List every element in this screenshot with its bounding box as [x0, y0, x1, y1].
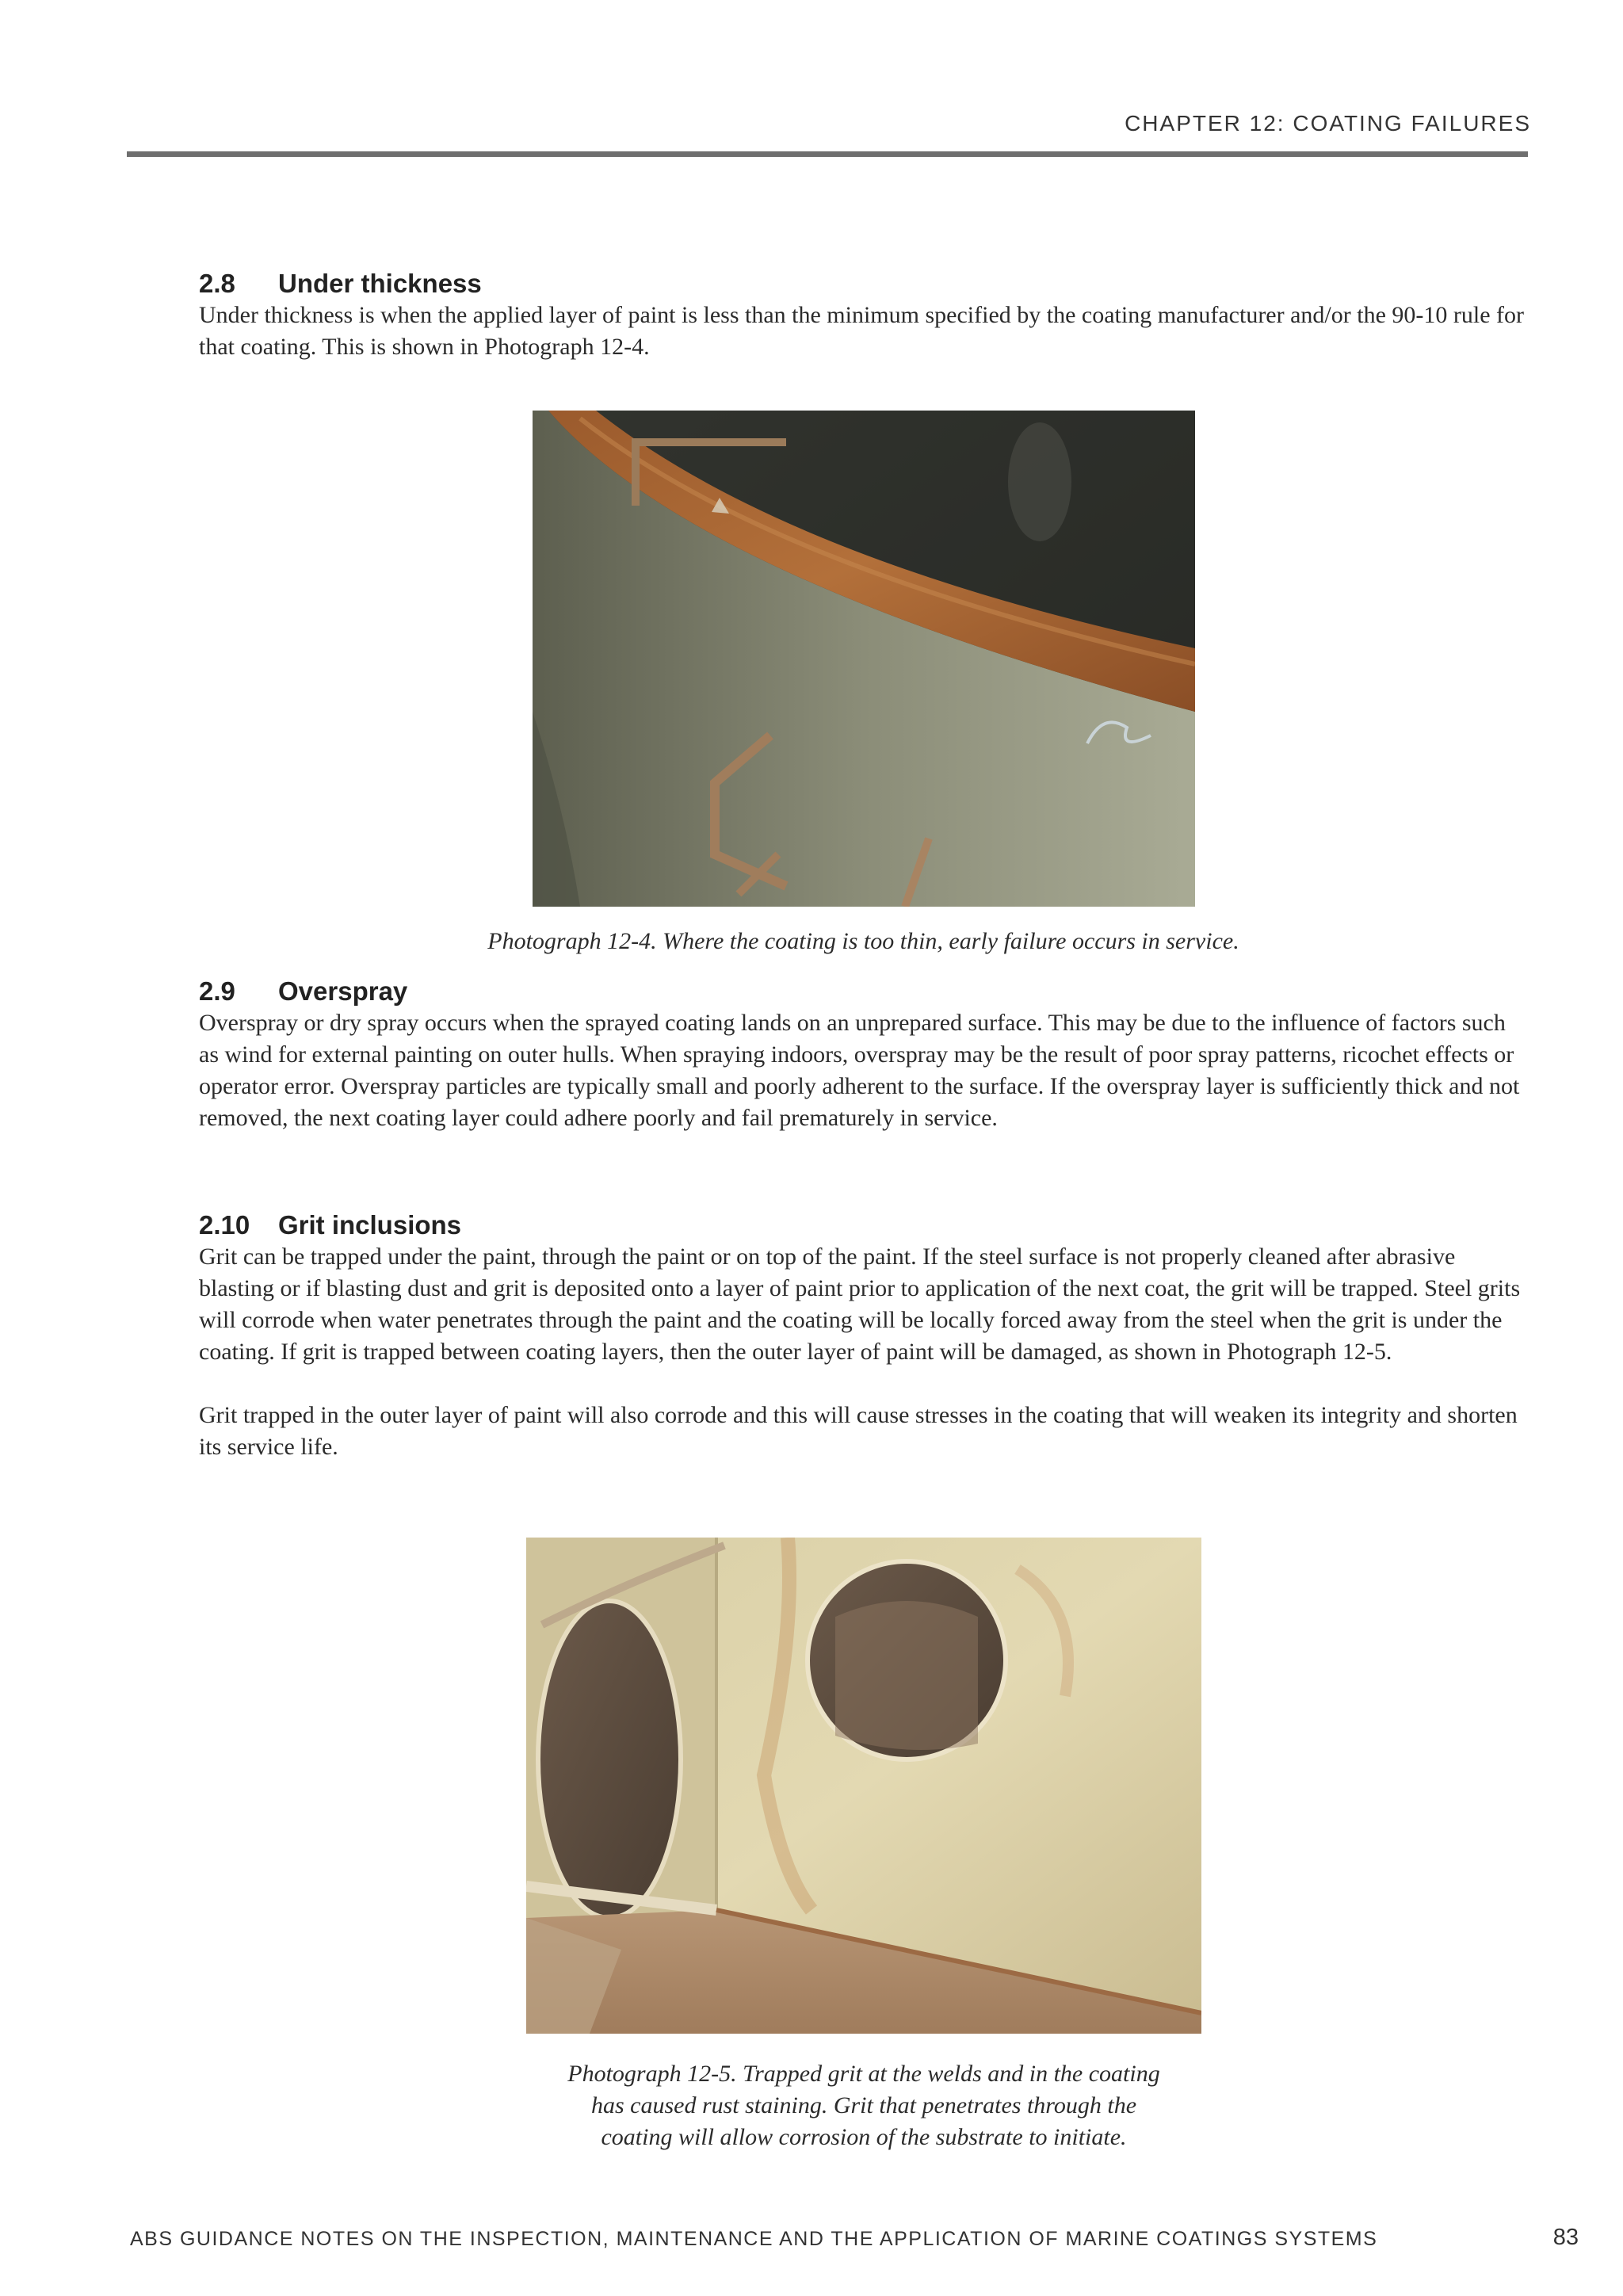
section-heading — [199, 268, 1528, 300]
section-heading — [199, 976, 1528, 1007]
section-number: 2.10 — [199, 1210, 250, 1240]
section-2-8 — [199, 268, 1528, 363]
section-title: Grit inclusions — [278, 1210, 462, 1240]
section-number: 2.9 — [199, 976, 235, 1006]
header-rule — [127, 151, 1528, 157]
page-number: 83 — [1552, 2225, 1579, 2250]
caption-line: has caused rust staining. Grit that penetrates through the — [590, 2092, 1137, 2118]
caption-line: coating will allow corrosion of the substrate to initiate. — [601, 2124, 1127, 2150]
photograph-12-4 — [533, 411, 1195, 907]
running-header: CHAPTER 12: COATING FAILURES — [1125, 111, 1531, 136]
section-2-9 — [199, 976, 1528, 1134]
tank-grit-photo-illustration — [526, 1538, 1201, 2034]
photograph-12-5 — [526, 1538, 1201, 2034]
section-heading — [199, 1209, 1528, 1241]
tank-rust-photo-illustration — [533, 411, 1195, 907]
paragraph: Under thickness is when the applied layer of paint is less than the minimum specified by the coating manufacturer and/or the 90-10 rule for that coating. This is shown in Photograph 12-4. — [199, 302, 1525, 360]
section-title: Overspray — [278, 976, 408, 1006]
caption-line: Photograph 12-5. Trapped grit at the welds and in the coating — [567, 2061, 1160, 2087]
section-2-10 — [199, 1209, 1528, 1463]
paragraph: Grit can be trapped under the paint, through the paint or on top of the paint. If the steel surface is not properly cleaned after abrasive blasting or if blasting dust and grit is deposited onto a layer of paint prior to application of the next coat, the grit will be trapped. Steel grits will corrode when water penetrates through the paint and the coating will be locally forced away from the steel when the grit is under the coating. If grit is trapped between coating layers, then the outer layer of paint will be damaged, as shown in Photograph 12-5. — [199, 1244, 1521, 1365]
paragraph: Overspray or dry spray occurs when the sprayed coating lands on an unprepared surface. This may be due to the influence of factors such as wind for external painting on outer hulls. When spraying indoors, overspray may be the result of poor spray patterns, ricochet effects or operator error. Overspray particles are typically small and poorly adherent to the surface. If the overspray layer is sufficiently thick and not removed, the next coating layer could adhere poorly and fail prematurely in service. — [199, 1010, 1520, 1131]
photograph-12-5-caption — [526, 2058, 1201, 2153]
paragraph: Grit trapped in the outer layer of paint will also corrode and this will cause stresses in the coating that will weaken its integrity and shorten its service life. — [199, 1402, 1518, 1460]
section-number: 2.8 — [199, 269, 235, 298]
section-title: Under thickness — [278, 269, 482, 298]
footer-publication-title: ABS GUIDANCE NOTES ON THE INSPECTION, MAINTENANCE AND THE APPLICATION OF MARINE COATINGS SYSTEMS — [130, 2228, 1378, 2250]
photograph-12-4-caption: Photograph 12-4. Where the coating is too thin, early failure occurs in service. — [487, 928, 1239, 954]
